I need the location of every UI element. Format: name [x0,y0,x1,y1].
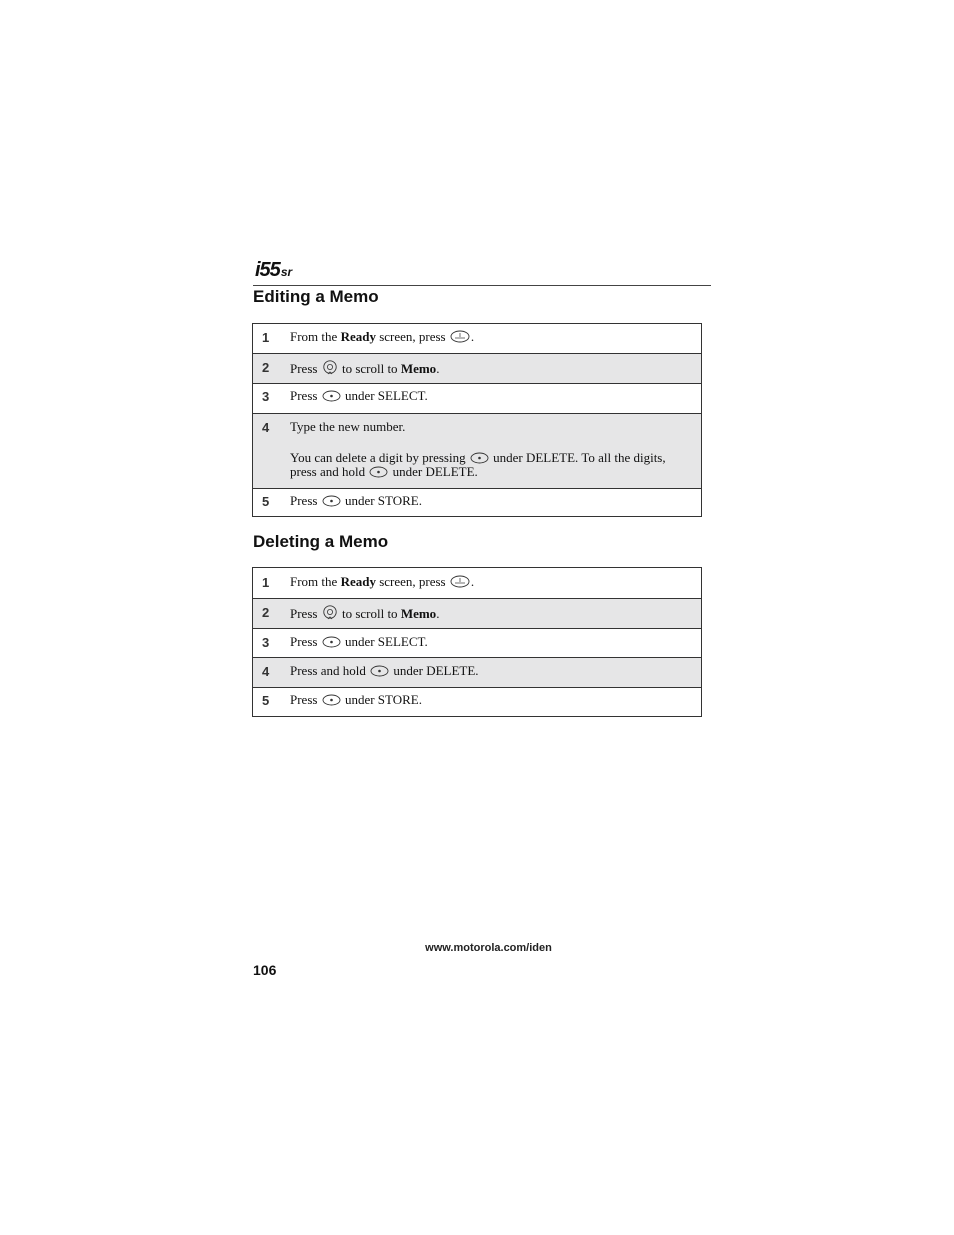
step-number: 2 [262,605,270,620]
table-row [253,628,701,657]
step-text-note: You can delete a digit by pressing under DELETE. To all the digits, press and hold under DELETE. [290,450,666,479]
step-text: Press under STORE. [290,692,422,707]
menu-key-icon [450,575,470,588]
step-text-line: Type the new number. [290,419,406,434]
option-key-icon [470,452,489,464]
product-logo [255,259,292,281]
step-number: 2 [262,360,270,375]
table-row [253,413,701,488]
step-number: 5 [262,494,270,509]
page-number: 106 [253,962,277,978]
step-number: 1 [262,575,270,590]
menu-key-icon [450,330,470,343]
option-key-icon [370,665,389,677]
step-text: Press to scroll to Memo. [290,606,440,621]
editing-steps-table [252,323,702,517]
step-text: Press under SELECT. [290,388,428,403]
table-row [253,488,701,516]
deleting-steps-table [252,567,702,717]
logo-suffix: sr [280,265,293,279]
step-number: 3 [262,635,270,650]
step-number: 4 [262,664,270,679]
step-number: 5 [262,693,270,708]
step-number: 1 [262,330,270,345]
navigation-key-icon [322,605,338,620]
table-row [253,598,701,628]
step-text: From the Ready screen, press . [290,329,475,344]
section-title-editing: Editing a Memo [253,287,379,306]
footer-url: www.motorola.com/iden [425,942,552,954]
option-key-icon [322,636,341,648]
header-rule [253,285,711,286]
option-key-icon [322,390,341,402]
step-text: Press under STORE. [290,493,422,508]
table-row [253,353,701,383]
logo-main: i55 [255,259,280,281]
step-text: From the Ready screen, press . [290,574,475,589]
step-text: Press and hold under DELETE. [290,663,479,678]
table-row [253,324,701,353]
navigation-key-icon [322,360,338,375]
table-row [253,383,701,413]
option-key-icon [322,694,341,706]
step-text: Press to scroll to Memo. [290,361,440,376]
step-text: Press under SELECT. [290,634,428,649]
option-key-icon [322,495,341,507]
step-text [290,420,701,479]
section-title-deleting: Deleting a Memo [253,532,389,551]
option-key-icon [369,466,388,478]
step-number: 3 [262,389,270,404]
step-number: 4 [262,420,270,435]
table-row [253,568,701,598]
table-row [253,657,701,687]
table-row [253,687,701,716]
